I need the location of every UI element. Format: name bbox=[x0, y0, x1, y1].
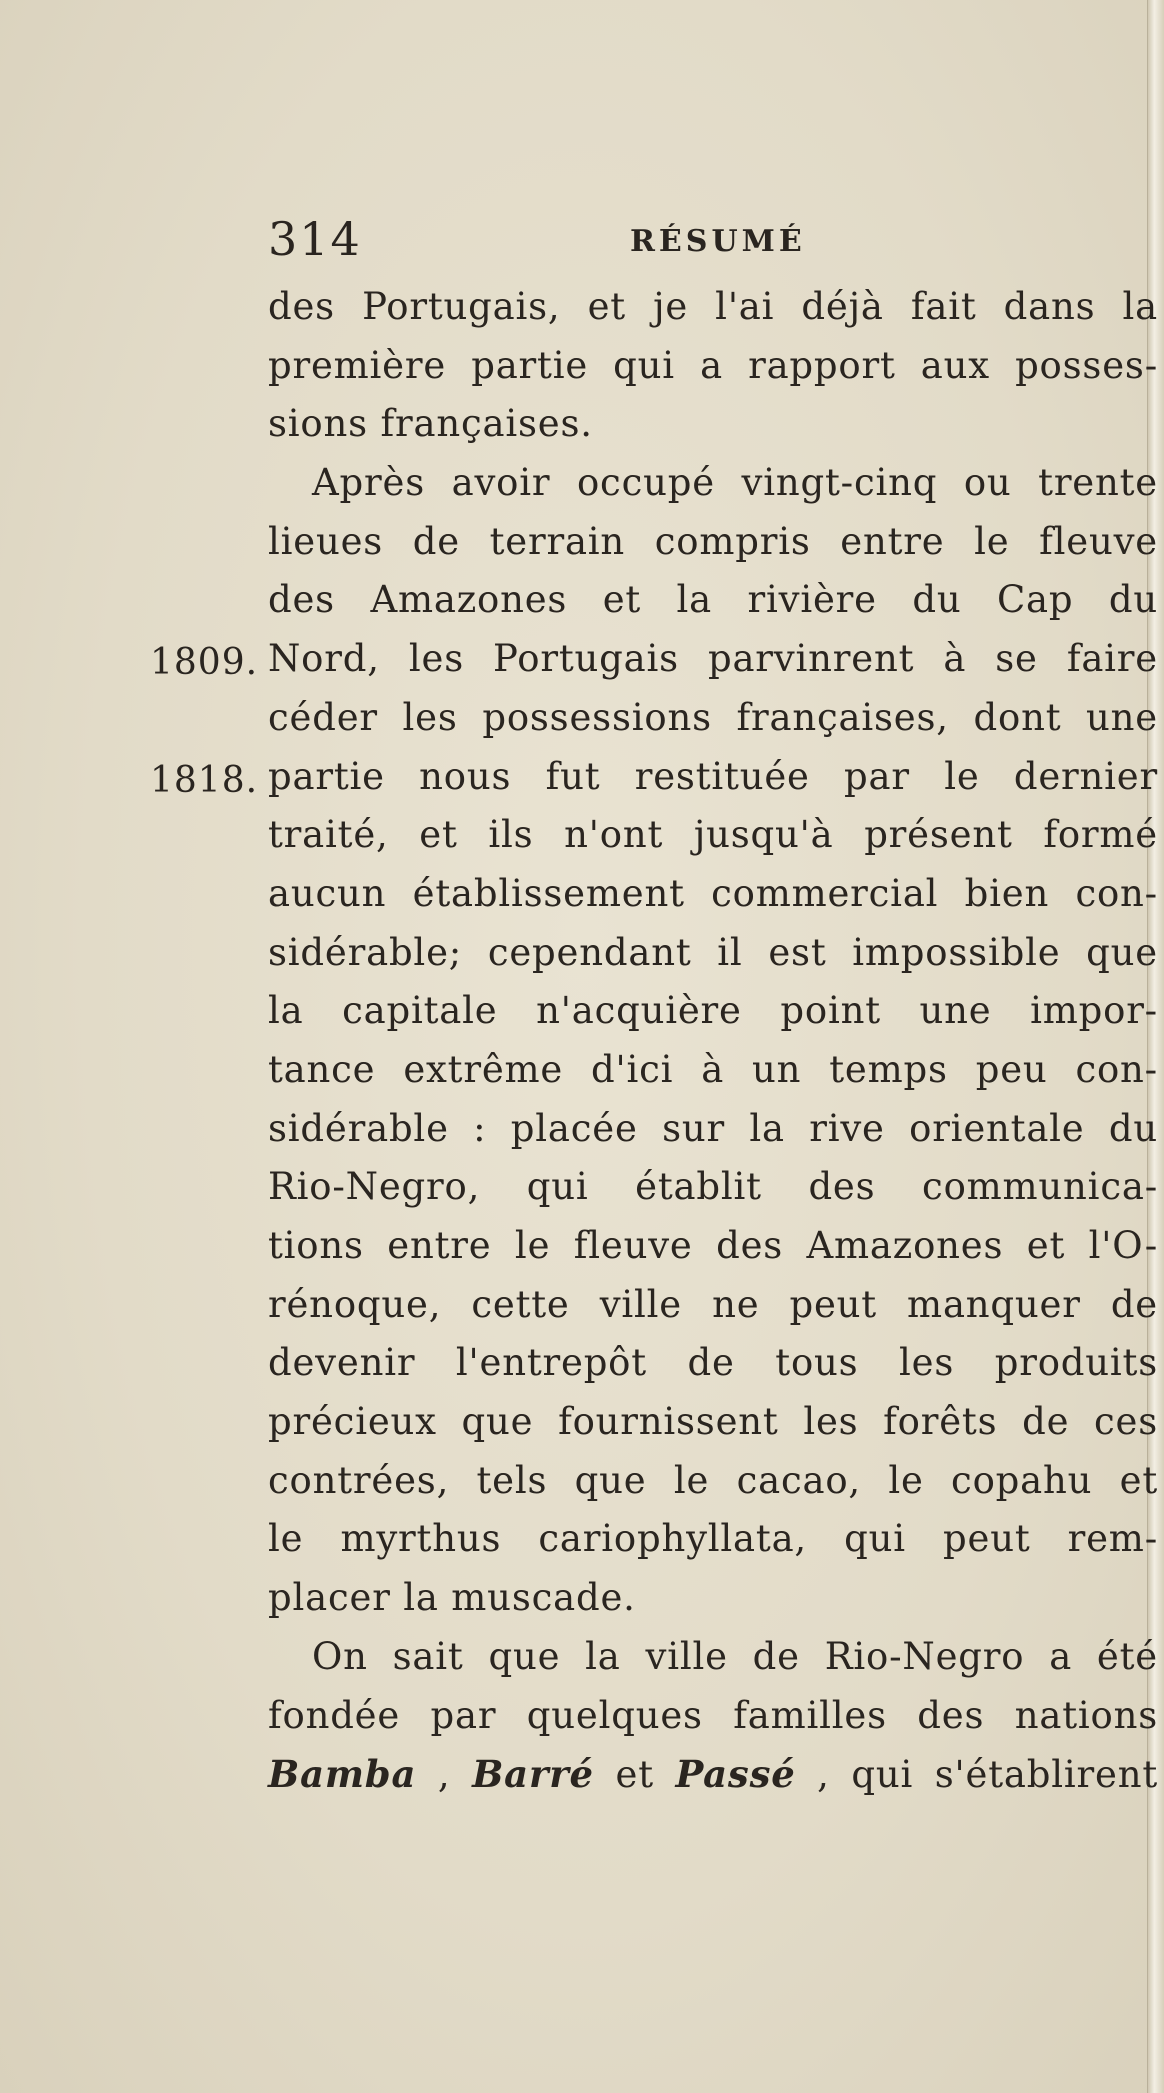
text-line: On sait que la ville de Rio-Negro a été bbox=[312, 1634, 1158, 1678]
page-number: 314 bbox=[268, 212, 362, 266]
text-line: traité, et ils n'ont jusqu'à présent formé bbox=[268, 813, 1158, 857]
text-line: partie nous fut restituée par le dernier bbox=[268, 754, 1158, 798]
text-line: fondée par quelques familles des nations bbox=[268, 1693, 1158, 1737]
page-header bbox=[268, 212, 1138, 272]
text-line: des Portugais, et je l'ai déjà fait dans la bbox=[268, 285, 1158, 328]
text-line: sions françaises. bbox=[268, 402, 593, 446]
text-line: première partie qui a rapport aux posses- bbox=[268, 343, 1158, 387]
text-segment: , qui s'établirent bbox=[795, 1753, 1158, 1797]
text-line: des Amazones et la rivière du Cap du bbox=[268, 578, 1158, 622]
text-line: placer la muscade. bbox=[268, 1576, 636, 1620]
text-line: tance extrême d'ici à un temps peu con- bbox=[268, 1047, 1158, 1091]
text-segment: et bbox=[593, 1753, 676, 1797]
italic-name: Bamba bbox=[268, 1752, 417, 1797]
text-line: rénoque, cette ville ne peut manquer de bbox=[268, 1282, 1158, 1326]
text-line: contrées, tels que le cacao, le copahu et bbox=[268, 1458, 1158, 1502]
text-line bbox=[268, 1745, 1158, 1804]
text-segment: , bbox=[416, 1753, 473, 1797]
text-line: aucun établissement commercial bien con- bbox=[268, 871, 1158, 915]
text-line: sidérable; cependant il est impossible que bbox=[268, 930, 1158, 974]
body-text bbox=[268, 278, 1158, 1804]
italic-name: Barré bbox=[472, 1752, 594, 1797]
text-line: Nord, les Portugais parvinrent à se faire bbox=[268, 637, 1158, 681]
text-line: Rio-Negro, qui établit des communica- bbox=[268, 1165, 1158, 1209]
margin-date: 1818. bbox=[150, 759, 259, 801]
margin-date: 1809. bbox=[150, 642, 259, 684]
text-line: le myrthus cariophyllata, qui peut rem- bbox=[268, 1517, 1158, 1561]
text-line: précieux que fournissent les forêts de ces bbox=[268, 1400, 1158, 1444]
italic-name: Passé bbox=[675, 1752, 796, 1797]
running-title: RÉSUMÉ bbox=[630, 224, 806, 259]
text-line: céder les possessions françaises, dont une bbox=[268, 695, 1158, 739]
text-line: la capitale n'acquière point une impor- bbox=[268, 989, 1158, 1033]
text-line: devenir l'entrepôt de tous les produits bbox=[268, 1341, 1158, 1385]
text-line: tions entre le fleuve des Amazones et l'O- bbox=[268, 1224, 1158, 1267]
text-line: lieues de terrain compris entre le fleuve bbox=[268, 519, 1158, 563]
text-line: Après avoir occupé vingt-cinq ou trente bbox=[312, 461, 1158, 505]
text-line: sidérable : placée sur la rive orientale du bbox=[268, 1106, 1158, 1150]
